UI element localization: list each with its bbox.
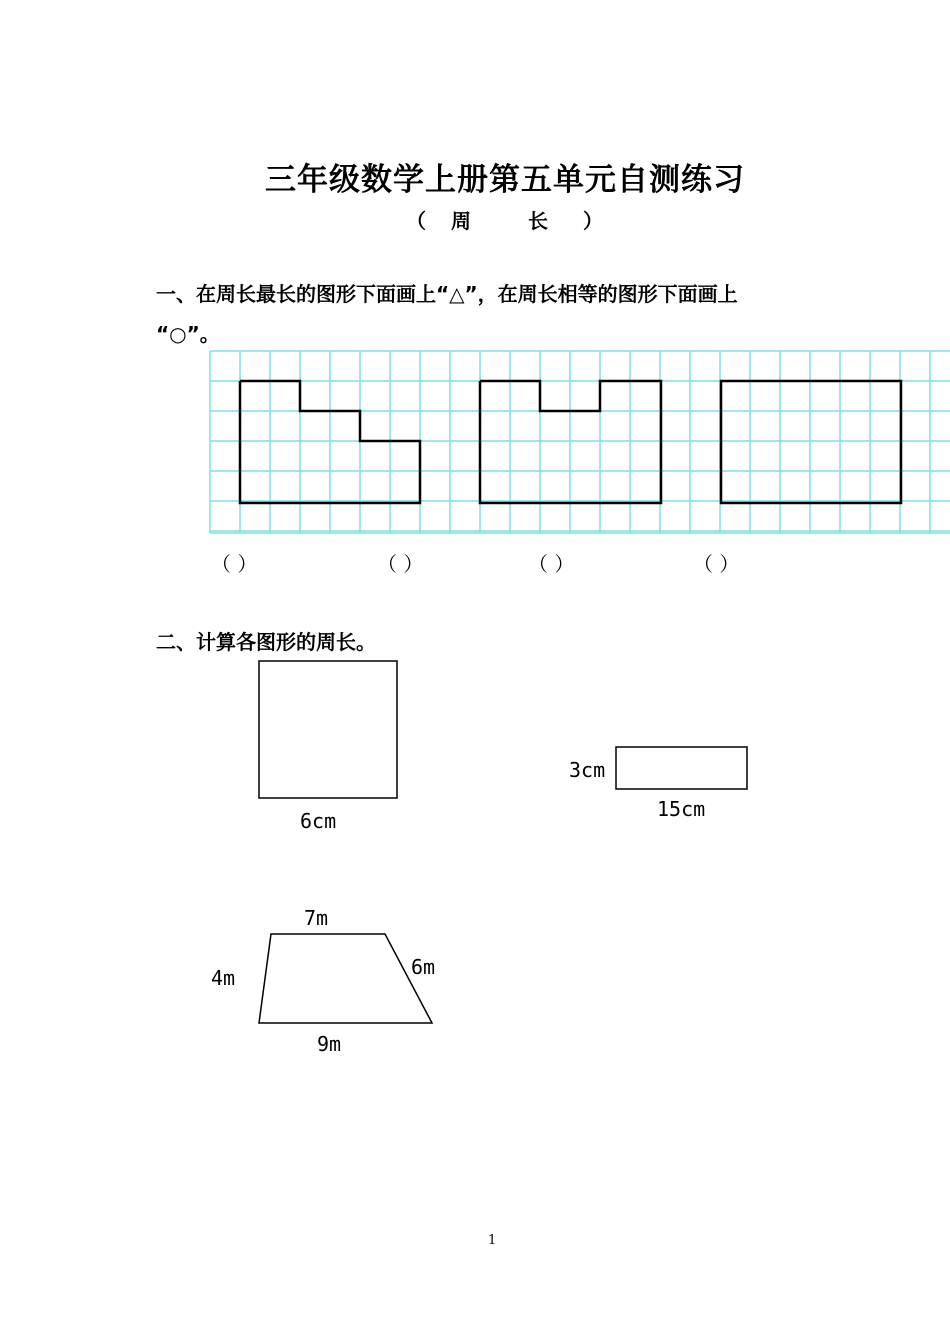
rect-width-label: 15cm (657, 797, 706, 821)
square-shape (259, 661, 397, 798)
q2-figures (0, 640, 950, 1080)
page-number: 1 (488, 1233, 497, 1248)
trapezoid-bottom-label: 9m (317, 1032, 342, 1056)
question-1-text: 一、在周长最长的图形下面画上“△”，在周长相等的图形下面画上 (156, 282, 738, 306)
question-1-text-cont: “○”。 (156, 322, 220, 346)
answer-blank-4[interactable]: （ ） (693, 552, 740, 576)
subtitle-char-2: 长 (528, 209, 548, 233)
square-side-label: 6cm (300, 809, 337, 833)
answer-blank-3[interactable]: （ ） (528, 552, 575, 576)
subtitle-close-paren: ） (583, 209, 603, 233)
trapezoid-left-label: 4m (211, 966, 236, 990)
trapezoid-right-label: 6m (411, 955, 436, 979)
answer-blank-2[interactable]: （ ） (377, 552, 424, 576)
shape-rectangle (721, 381, 901, 503)
question-2-heading: 二、计算各图形的周长。 (156, 630, 376, 654)
grid-lines (210, 351, 950, 533)
trapezoid-top-label: 7m (304, 906, 329, 930)
rect-height-label: 3cm (569, 758, 606, 782)
page-title: 三年级数学上册第五单元自测练习 (265, 162, 745, 198)
subtitle-char-1: 周 (451, 209, 471, 233)
subtitle-open-paren: （ (406, 209, 426, 233)
trapezoid-shape (259, 934, 432, 1023)
small-rectangle-shape (616, 747, 747, 789)
grid-figure (0, 0, 950, 600)
answer-blank-1[interactable]: （ ） (211, 552, 258, 576)
